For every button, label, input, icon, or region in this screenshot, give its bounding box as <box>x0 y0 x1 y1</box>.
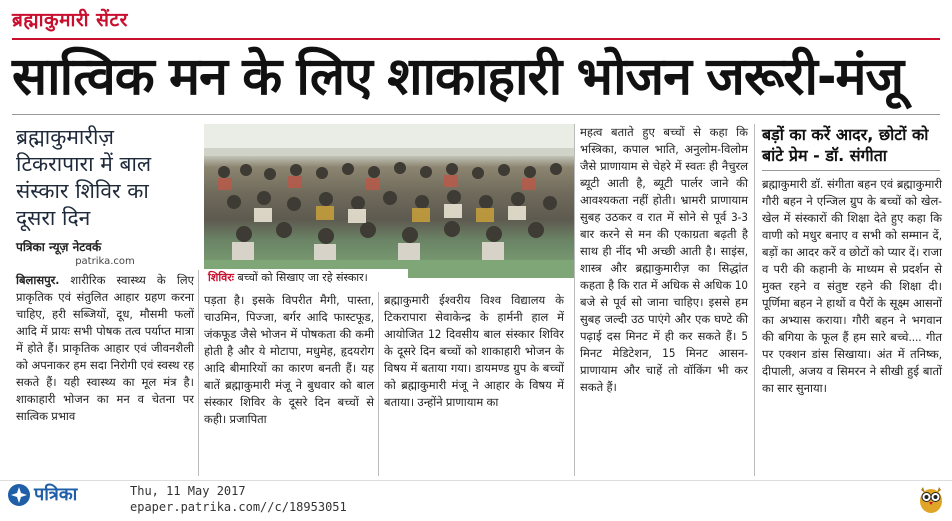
kicker-divider <box>12 38 940 40</box>
edition-date: Thu, 11 May 2017 <box>130 484 246 498</box>
sidebar-headline: बड़ों का करें आदर, छोटों को बांटे प्रेम - डॉ. संगीता <box>762 125 929 165</box>
sidebar-divider <box>762 170 940 171</box>
brand-logo-mark <box>8 484 30 506</box>
brand-logo-icon <box>8 484 30 506</box>
byline-website: patrika.com <box>75 256 135 267</box>
article-column-4: महत्व बताते हुए बच्चों से कहा कि भस्त्रिका, कपाल भाति, अनुलोम-विलोम जैसे प्राणायाम से चेहरे में स्वतः ही नैचुरल ब्यूटी आती है, ब्यूटी पार्लर जाने की आवश्यकता नहीं होती। भ्रामरी प्राणायाम सुबह उठकर व रात में सोने से पूर्व 3-3 बार करने से मन की एकाग्रता बढ़ती है साथ ही नींद भी अच्छी आती है। साइंस, शास्त्र और ब्रह्माकुमारीज़ का सिद्धांत कहता है कि रात में अधिक से अधिक 10 बजे से पूर्व सो जाना चाहिए। इससे हम सुबह जल्दी उठ पाएंगे और एक घण्टे की पढ़ाई दस मिनट में ही कर सकते हैं। 5 मिनट मेडिटेशन, 15 मिनट आसन-प्राणायाम और चाहें तो वॉकिंग भी कर सकते हैं। <box>580 125 748 394</box>
camp-photo-illustration <box>204 124 574 278</box>
section-kicker: ब्रह्माकुमारी सेंटर <box>12 9 128 31</box>
caption-text: बच्चों को सिखाए जा रहे संस्कार। <box>237 271 368 284</box>
camp-photo <box>204 124 574 278</box>
article-column-2: पड़ता है। इसके विपरीत मैगी, पास्ता, चाउमिन, पिज्जा, बर्गर आदि फास्टफूड, जंकफूड जैसे भोजन में पोषकता की कमी होती है और ये मोटापा, मधुमेह, हृदयरोग आदि बीमारियों का कारण बनती हैं। यह बातें ब्रह्माकुमारी मंजू ने बुधवार को बाल संस्कार शिविर के दूसरे दिन बच्चों से कही। प्रजापिता <box>204 293 374 426</box>
epaper-link[interactable]: epaper.patrika.com//c/18953051 <box>130 500 347 514</box>
column-divider <box>378 292 379 476</box>
footer-meta <box>130 483 347 515</box>
story-subheadline: ब्रह्माकुमारीज़ टिकरापारा में बाल संस्कार शिविर का दूसरा दिन <box>16 125 152 230</box>
dateline: बिलासपुर. <box>16 273 60 287</box>
article-column-3: ब्रह्माकुमारी ईश्वरीय विश्व विद्यालय के टिकरापारा सेवाकेन्द्र के हार्मनी हाल में आयोजित 12 दिवसीय बाल संस्कार शिविर के दूसरे दिन बच्चों को शाकाहारी भोजन के विषय में बताया गया। डायमण्ड ग्रुप के बच्चों को ब्रह्माकुमारी मंजू ने आहार के विषय में बताया। उन्होंने प्राणायाम का <box>384 293 564 409</box>
byline: पत्रिका न्यूज़ नेटवर्क <box>16 240 102 254</box>
caption-label: शिविरः <box>208 271 235 284</box>
page-headline: सात्विक मन के लिए शाकाहारी भोजन जरूरी-मंजू <box>12 47 904 107</box>
photo-caption <box>204 269 408 287</box>
owl-mascot-graphic <box>918 484 944 514</box>
article-text: शारीरिक स्वास्थ्य के लिए प्राकृतिक एवं संतुलित आहार ग्रहण करना चाहिए, हरी सब्जियों, दूध, मौसमी फलों आदि में प्रायः सभी पोषक तत्व पर्याप्त मात्रा में होते हैं। प्राकृतिक आहार एवं जीवनशैली को अपनाकर हम सदा निरोगी एवं स्वस्थ रह सकते हैं। यही स्वास्थ्य का मूल मंत्र है। शाकाहारी भोजन का मन व चेतना पर सात्विक प्रभाव <box>16 273 194 423</box>
column-divider <box>574 124 575 476</box>
brand-name: पत्रिका <box>34 484 78 505</box>
article-column-1 <box>16 272 194 425</box>
sidebar-article-text: ब्रह्माकुमारी डॉ. संगीता बहन एवं ब्रह्माकुमारी गौरी बहन ने एन्जिल ग्रुप के बच्चों को खेल-खेल में संस्कारों की शिक्षा देते हुए कहा कि वाणी को मधुर बनाए व सभी को सम्मान दें, बड़ों का आदर करें व छोटों को प्यार दें। राजा व परी की कहानी के माध्यम से प्रदर्शन से मुक्त रहने व संतुष्ट रहने की शिक्षा दी। पूर्णिमा बहन ने हाथों व पैरों के सूक्ष्म आसनों का अभ्यास कराया। गौरी बहन ने भगवान की बगिया के फूल हैं हम सारे बच्चे.... गीत पर एक्शन डांस सिखाया। अंत में तनिष्क, दीपाली, अजय व सिमरन ने सीखी हुई बातों का सार सुनाया। <box>762 177 942 395</box>
headline-divider <box>12 114 940 115</box>
column-divider <box>198 270 199 476</box>
owl-mascot-icon <box>918 484 944 514</box>
column-divider <box>754 124 755 476</box>
